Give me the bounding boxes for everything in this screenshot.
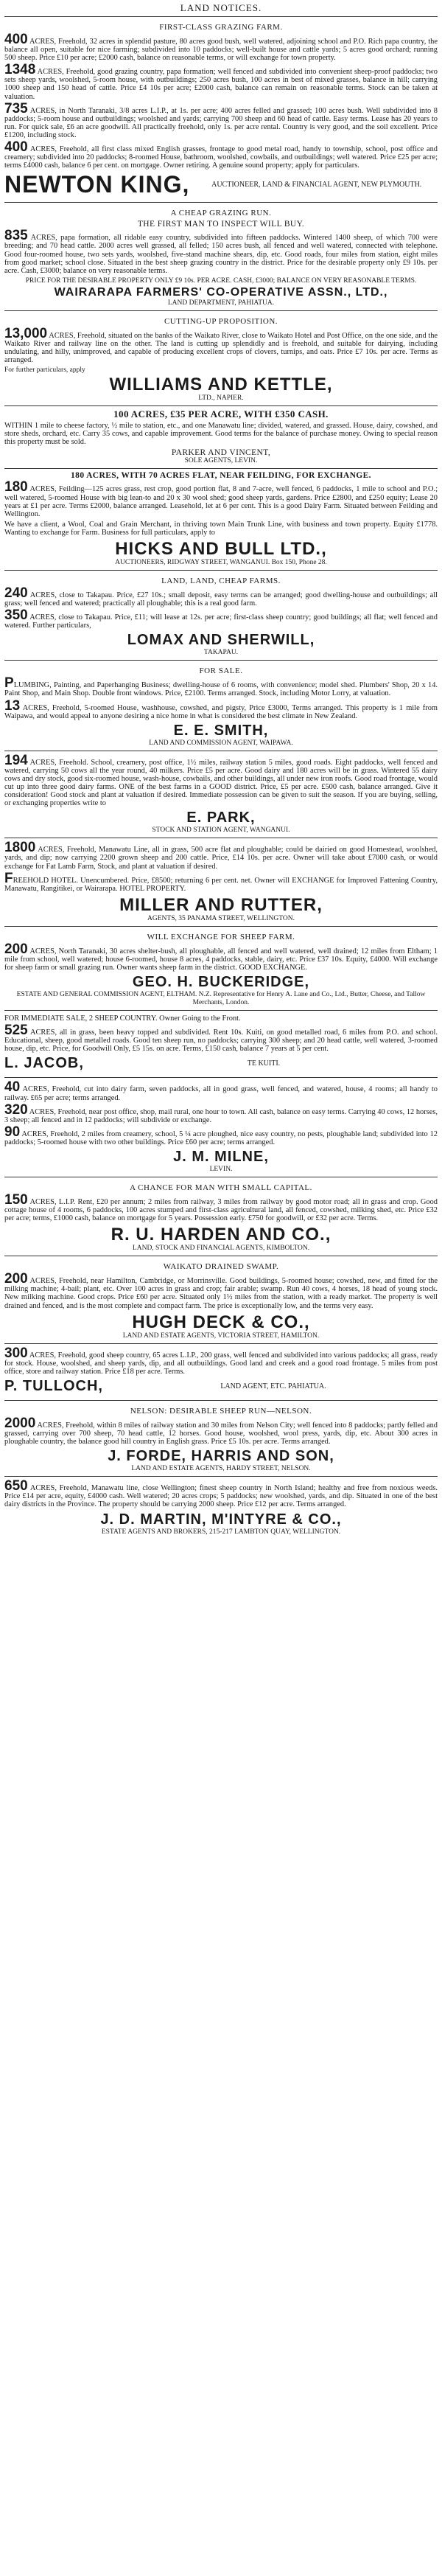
listing: 400 ACRES, Freehold, all first class mixed English grasses, frontage to good metal road, handy to township, school, post office and creamery; subdivided into 20 paddocks; 8-roomed House, bathroom, woolshed, cowbails, and outbuildings; well watered. Price £25 per acre; terms £4000 cash, balance 6 per cent. on mortgage. Owner retiring. A genuine sound property; apply for particulars. xyxy=(4,139,438,170)
firm-name: WILLIAMS AND KETTLE, xyxy=(109,375,333,395)
firm-name: P. TULLOCH, xyxy=(4,1377,103,1394)
firm-description: LAND AND ESTATE AGENTS, VICTORIA STREET, HAMILTON. xyxy=(122,1331,320,1340)
firm-name: WAIRARAPA FARMERS' CO-OPERATIVE ASSN., LTD., xyxy=(54,285,388,299)
firm-name: NEWTON KING, xyxy=(4,171,190,198)
listing: 320 ACRES, Freehold, near post office, shop, mail rural, one hour to town. All cash, balance on easy terms. Carrying 40 cows, 12 horses, 3 sheep; all fenced and in 12 paddocks; will subdivide or exchange. xyxy=(4,1101,438,1124)
ad-ee-smith xyxy=(4,661,438,751)
firm-name: LOMAX AND SHERWILL, xyxy=(127,632,315,649)
firm-description: TE KUITI. xyxy=(247,1059,281,1068)
firm-description: LAND AND COMMISSION AGENT, WAIPAWA. xyxy=(149,739,293,747)
listing: 1348 ACRES, Freehold, good grazing country, papa formation; well fenced and subdivided into convenient sheep-proof paddocks; two sets sheep yards, woolshed, 5-room house, with outbuildings; 250 acres bush, 100 acres in best of mixed grasses, balance in hill; carrying 1000 sheep and 150 head of cattle. Price £4 10s per acre; £2000 cash, balance can remain on reasonable terms. Stock can be taken at valuation. xyxy=(4,62,438,101)
firm-signature xyxy=(4,1378,438,1395)
firm-name: J. FORDE, HARRIS AND SON, xyxy=(108,1448,334,1465)
firm-name: J. M. MILNE, xyxy=(173,1149,269,1165)
listing: 200 ACRES, North Taranaki, 30 acres shelter-bush, all ploughable, all fenced and well watered, well drained; 12 miles from Eltham; 1 mile from school, well watered; house 6-roomed, house 8 acres, 4 paddocks, stable, dairy, etc. Price £37 10s. Equity, £4000. Will exchange for sheep farm or small grazing run. Owner wants sheep farm in the district. GOOD EXCHANGE. xyxy=(4,941,438,972)
firm-name: L. JACOB, xyxy=(4,1055,84,1072)
ad-title: CUTTING-UP PROPOSITION. xyxy=(164,316,278,326)
ad-forde-harris xyxy=(4,1401,438,1477)
firm-description: LAND AGENT, ETC. PAHIATUA. xyxy=(220,1382,326,1390)
listing: 735 ACRES, in North Taranaki, 3/8 acres L.I.P., at 1s. per acre; 400 acres felled and grassed; 100 acres bush. Well subdivided into 8 paddocks; 5-room house and outbuildings; woolshed and yards; carrying 700 sheep and 60 head of cattle. Easy terms. Lease has 20 years to run. For quick sale, £6 an acre goodwill. All practically freehold, only 1s. per acre rental. Country is very good, and the soil excellent. Price £1200, including stock. xyxy=(4,100,438,139)
firm-description: AUCTIONEERS, RIDGWAY STREET, WANGANUI. Box 150, Phone 28. xyxy=(115,559,327,566)
ad-hicks-bull xyxy=(4,469,438,571)
listing: 835 ACRES, papa formation, all ridable easy country, subdivided into fifteen paddocks. Wintered 1400 sheep, of which 700 were breeding; and 70 head cattle. 2000 acres well grassed, all felled; 150 acres bush, all fenced and well watered, connected with telephone. Good four-roomed house, two sets yards, woolshed, five-stand machine shears, dip, etc. Good roads, four miles from station, eight miles from good market; school close. Situated in the best sheep grazing country in the district. Price for the desirable property only £9 10s. per acre. Cash, £3000; balance on very reasonable terms. xyxy=(4,228,438,275)
firm-description: LAND DEPARTMENT, PAHIATUA. xyxy=(167,299,275,307)
firm-name: MILLER AND RUTTER, xyxy=(119,894,323,915)
ad-newton-king xyxy=(4,17,438,203)
listing: 1800 ACRES, Freehold, Manawatu Line, all in grass, 500 acre flat and ploughable; could be dairied on good Homestead, woolshed, yards, and dip; now carrying 2200 grown sheep and 200 cattle. Price, £14 10s. per acre. Owner will take about £7000 cash, or would exchange for Fat Lamb Farm, Stock, and plant at valuation if desired. xyxy=(4,840,438,871)
ad-buckeridge xyxy=(4,927,438,1011)
ad-subtitle: THE FIRST MAN TO INSPECT WILL BUY. xyxy=(137,220,305,229)
page-header xyxy=(4,0,438,17)
firm-description: ESTATE AGENTS AND BROKERS, 215-217 LAMBTON QUAY, WELLINGTON. xyxy=(101,1528,341,1536)
firm-subline: LTD., NAPIER. xyxy=(198,394,244,403)
ad-hugh-deck xyxy=(4,1256,438,1343)
firm-description: ESTATE AND GENERAL COMMISSION AGENT, ELTHAM. N.Z. Representative for Henry A. Lane and Co., Ltd., Butter, Cheese, and Tallow Merchants, London. xyxy=(16,991,426,1007)
ad-parker-vincent xyxy=(4,406,438,469)
firm-description: LEVIN. xyxy=(209,1166,233,1173)
firm-description: LAND AND ESTATE AGENTS, HARDY STREET, NELSON. xyxy=(131,1465,311,1473)
listing: PLUMBING, Painting, and Paperhanging Business; dwelling-house of 6 rooms, with convenience; model shed. Plumbers' Shop, 20 x 14. Paint Shop, and Main Shop. Double front windows. Price, £2100. Terms arranged. Stock, including Motor Lorry, at valuation. xyxy=(4,675,438,698)
listing: 650 ACRES, Freehold, Manawatu line, close Wellington; finest sheep country in North Island; healthy and free from noxious weeds. Price £14 per acre, equity, £4000 cash. Well watered; 20 acres crops; 5 paddocks; new woolshed, yards, and dip. Situated in one of the best dairy districts in the Province. The property should be carrying 2000 sheep. Price £12 per acre. Terms arranged. xyxy=(4,1478,438,1509)
ad-title: WAIKATO DRAINED SWAMP. xyxy=(163,1262,279,1272)
firm-name: R. U. HARDEN AND CO., xyxy=(110,1225,332,1245)
firm-signature xyxy=(4,172,438,197)
ad-title: NELSON: DESIRABLE SHEEP RUN—NELSON. xyxy=(130,1406,312,1416)
ad-title: WILL EXCHANGE FOR SHEEP FARM. xyxy=(147,932,295,941)
ad-ru-harden xyxy=(4,1177,438,1256)
listing: 194 ACRES, Freehold. School, creamery, post office, 1½ miles, railway station 5 miles, good roads. Eight paddocks, well fenced and watered, carrying 50 cows all the year round, 40 milkers. Price £5 per acre. Good dairy and 180 acres will be in grass. Wintered 55 dairy cows and dry stock, good six-roomed house, wash-house, cowbails, and other buildings, all under new iron roofs. Good road frontage, would cut up into three good dairy farms. ONE of the best farms in a GOOD district. Price, £5 per acre. £500 cash, balance arranged. Give it consideration! Good stock and plant at valuation if desired. Immediate possession can be given to suit the season. If you are buying, selling, or exchanging properties write to xyxy=(4,752,438,808)
listing: FOR IMMEDIATE SALE, 2 SHEEP COUNTRY. Owner Going to the Front. xyxy=(4,1014,241,1023)
ad-headline: 180 ACRES, WITH 70 ACRES FLAT, NEAR FEILDING, FOR EXCHANGE. xyxy=(71,471,371,481)
ad-l-jacob xyxy=(4,1011,438,1078)
firm-description: LAND, STOCK AND FINANCIAL AGENTS, KIMBOLTON. xyxy=(132,1245,310,1253)
ad-miller-rutter xyxy=(4,838,438,926)
firm-name: E. E. SMITH, xyxy=(173,722,269,739)
listing: 40 ACRES, Freehold, cut into dairy farm, seven paddocks, all in good grass, well fenced, and watered, house, 4 rooms; all handy to railway. £65 per acre; terms arranged. xyxy=(4,1079,438,1102)
listing: 350 ACRES, close to Takapau. Price, £11; will lease at 12s. per acre; first-class sheep country; good buildings; all flat; well fenced and watered. Further particulars, xyxy=(4,608,438,630)
ad-e-park xyxy=(4,751,438,839)
firm-name: E. PARK, xyxy=(186,810,256,826)
firm-description: SOLE AGENTS, LEVIN. xyxy=(184,457,258,465)
firm-description: AUCTIONEER, LAND & FINANCIAL AGENT, NEW PLYMOUTH. xyxy=(211,180,422,189)
listing: 13 ACRES, Freehold, 5-roomed House, washhouse, cowshed, and pigsty, Price £3000, Terms arranged. This property is 1 mile from Waipawa, and would appeal to anyone desiring a nice home in what is considered the best climate in New Zealand. xyxy=(4,697,438,720)
ad-lomax-sherwill xyxy=(4,571,438,661)
ad-jm-milne xyxy=(4,1078,438,1177)
listing: 90 ACRES, Freehold, 2 miles from creamery, school, 5 ¼ acre ploughed, nice easy country, no pests, ploughable land; subdivided into 12 paddocks; 5-roomed house with two other buildings. Price £60 per acre; terms arranged. xyxy=(4,1124,438,1146)
firm-name: PARKER AND VINCENT, xyxy=(171,448,271,458)
listing: 150 ACRES, L.I.P. Rent, £20 per annum; 2 miles from railway, 3 miles from railway by good motor road; all in grass and crop. Good cottage house of 4 rooms, 6 paddocks, 100 acres stumped and first-class agricultural land, all fenced, cowshed, milking shed, etc. Price £32 per acre; terms, £1000 cash, balance on mortgage for 5 years. Possession early. £750 for goodwill, or £32 per acre. Terms. xyxy=(4,1192,438,1223)
ad-title: LAND, LAND, CHEAP FARMS. xyxy=(161,577,281,585)
ad-title: A CHEAP GRAZING RUN. xyxy=(170,209,272,218)
listing: 400 ACRES, Freehold, 32 acres in splendid pasture, 80 acres good bush, well watered, adjoining school and P.O. Rich papa country, the balance all open, suitable for nice farming; subdivided into 10 paddocks; well-built house and cattle yards; 5 acres good orchard; running 500 sheep. Price £10 per acre; £2000 cash, balance on reasonable terms, or will exchange for town property. xyxy=(4,32,438,63)
ad-p-tulloch xyxy=(4,1344,438,1401)
listing: 300 ACRES, Freehold, good sheep country, 65 acres L.I.P., 200 grass, well fenced and subdivided into various paddocks; all grass, ready for stock. House, woolshed, and sheep yards, dip, and all outbuildings. Good land and creek and a good road frontage. 5 miles from post office, store and railway station. Price £18 per acre. Terms. xyxy=(4,1345,438,1376)
price-line: PRICE FOR THE DESIRABLE PROPERTY ONLY £9 10s. PER ACRE. CASH, £3000; BALANCE ON VERY REASONABLE TERMS. xyxy=(25,276,417,285)
ad-title: FOR SALE. xyxy=(199,666,243,676)
listing: 2000 ACRES, Freehold, within 8 miles of railway station and 30 miles from Nelson City; well fenced into 8 paddocks; partly felled and grassed, carrying over 700 sheep, 70 head cattle, 12 horses. Good house, woolshed, wool press, yards, dip, etc. About 300 acres in ploughable country, the balance good hill country in English grass. Price £5 10s. per acre. Terms arranged. xyxy=(4,1415,438,1447)
listing: WITHIN 1 mile to cheese factory, ½ mile to station, etc., and one Manawatu line; divided, watered, and grassed. House, dairy, cowshed, and store sheds, orchard, etc. Carry 35 cows, and capable improvement. Good terms for the balance of purchase money. Owing to special reason this property must be sold. xyxy=(4,422,438,447)
listing: 180 ACRES, Feilding—125 acres grass, rest crop, good portion flat, 8 and 7-acre, well fenced, 6 paddocks, 1 mile to school and P.O.; well watered, 5-roomed House with big lean-to and 20 x 30 wool shed; good sheep yards, gardens. Price £2800, and £250 equity; Lease 20 years at £1 per acre. Terms £2000, balance arranged. Leasehold, let at 6 per cent. This is a good Dairy Farm. Situated between Feilding and Wellington. xyxy=(4,479,438,518)
firm-description: TAKAPAU. xyxy=(203,649,239,657)
ad-jd-martin xyxy=(4,1477,438,1539)
listing: We have a client, a Wool, Coal and Grain Merchant, in thriving town Main Trunk Line, with business and town property. Equity £1778. Wanting to exchange for Farm. Business for full particulars, apply to xyxy=(4,520,438,537)
ad-headline: 100 ACRES, £35 PER ACRE, WITH £350 CASH. xyxy=(113,408,329,420)
firm-name: GEO. H. BUCKERIDGE, xyxy=(132,974,310,991)
apply-line: For further particulars, apply xyxy=(4,366,85,375)
firm-signature xyxy=(4,1055,438,1072)
firm-description: AGENTS, 35 PANAMA STREET, WELLINGTON. xyxy=(147,914,295,922)
ad-williams-kettle xyxy=(4,311,438,406)
ad-title: FIRST-CLASS GRAZING FARM. xyxy=(159,23,283,32)
firm-name: HUGH DECK & CO., xyxy=(132,1312,310,1332)
listing: FREEHOLD HOTEL. Unencumbered. Price, £8500; returning 6 per cent. net. Owner will EXCHANGE for Improved Fattening Country, Manawatu, Rangitikei, or Wairarapa. HOTEL PROPERTY. xyxy=(4,870,438,893)
firm-description: STOCK AND STATION AGENT, WANGANUI. xyxy=(152,826,290,835)
firm-name: J. D. MARTIN, M'INTYRE & CO., xyxy=(100,1511,342,1528)
page-title: LAND NOTICES. xyxy=(180,2,262,13)
listing: 525 ACRES, all in grass, been heavy topped and subdivided. Rent 10s. Kuiti, on good metalled road, 6 miles from P.O. and school. Educational, sheep, good metalled roads. Good ten sheep run, no paddocks; carrying 300 sheep; and 20 head cattle, well watered, 3-roomed house, dip, etc. Price, for Goodwill Only, £5 15s. on acre. Terms, £150 cash, balance 7 years at 5 per cent. xyxy=(4,1023,438,1054)
listing: 200 ACRES, Freehold, near Hamilton, Cambridge, or Morrinsville. Good buildings, 5-roomed house; cowshed, new, and fitted for the milking machine; 4-bail; plant, etc. Over 100 acres in grass and crop; fair arable; swamp. Run 40 cows, 4 horses, 18 head of young stock. New milking machine. Good crops. Price £60 per acre. Situated only 1½ miles from the station, with a ready market. The property is well drained and fenced, and is the most complete and compact farm. The price is exceptionally low, and the terms very easy. xyxy=(4,1271,438,1310)
ad-title: A CHANCE FOR MAN WITH SMALL CAPITAL. xyxy=(130,1183,312,1192)
listing: 240 ACRES, close to Takapau. Price, £27 10s.; small deposit, easy terms can be arranged; good dwelling-house and outbuildings; all grass; well fenced and watered; practically all ploughable; this is a real good farm. xyxy=(4,585,438,608)
listing: 13,000 ACRES, Freehold, situated on the banks of the Waikato River, close to Waikato Hotel and Post Office, on the one side, and the Waikato River and railway line on the other. The land is cutting up splendidly and is freehold, and suitable for dairying, including undulating, and hilly, unimproved, and capable of producing excellent crops of clovers, turnips, and oats. Price £7 10s. per acre. Terms as arranged. xyxy=(4,325,438,365)
ad-wairarapa xyxy=(4,203,438,310)
firm-name: HICKS AND BULL LTD., xyxy=(115,539,327,559)
